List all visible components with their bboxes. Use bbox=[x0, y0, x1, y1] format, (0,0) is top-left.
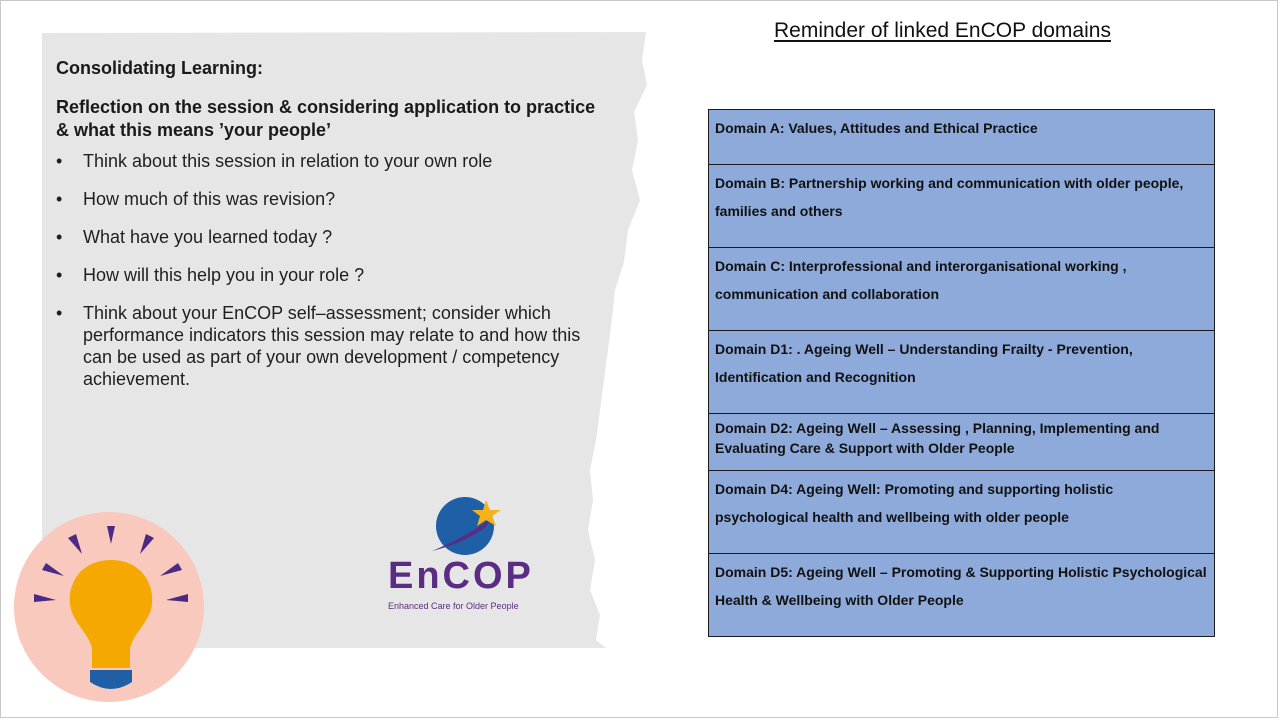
table-row bbox=[709, 414, 1215, 471]
logo-tagline: Enhanced Care for Older People bbox=[388, 601, 519, 611]
domain-cell: Domain D1: . Ageing Well – Understanding Frailty - Prevention, Identification and Recognition bbox=[709, 331, 1215, 414]
encop-logo bbox=[386, 497, 551, 617]
consolidating-learning-panel bbox=[56, 56, 596, 406]
list-item: • Think about this session in relation to your own role bbox=[56, 150, 596, 172]
domain-cell: Domain D4: Ageing Well: Promoting and supporting holistic psychological health and wellbeing with older people bbox=[709, 471, 1215, 554]
table-row bbox=[709, 110, 1215, 165]
table-row bbox=[709, 471, 1215, 554]
reflection-list bbox=[56, 150, 596, 390]
list-item: • Think about your EnCOP self–assessment; consider which performance indicators this session may relate to and how this can be used as part of your own development / competency achievement. bbox=[56, 302, 596, 390]
table-row bbox=[709, 554, 1215, 637]
lightbulb-icon bbox=[12, 510, 208, 706]
domain-cell: Domain C: Interprofessional and interorganisational working , communication and collaboration bbox=[709, 248, 1215, 331]
domains-table bbox=[708, 109, 1215, 637]
table-row bbox=[709, 248, 1215, 331]
table-row bbox=[709, 165, 1215, 248]
panel-heading: Consolidating Learning: bbox=[56, 58, 263, 78]
domain-cell: Domain D5: Ageing Well – Promoting & Supporting Holistic Psychological Health & Wellbeing with Older People bbox=[709, 554, 1215, 637]
domain-cell: Domain B: Partnership working and communication with older people, families and others bbox=[709, 165, 1215, 248]
list-item: • What have you learned today ? bbox=[56, 226, 596, 248]
table-row bbox=[709, 331, 1215, 414]
domain-cell: Domain D2: Ageing Well – Assessing , Planning, Implementing and Evaluating Care & Support with Older People bbox=[709, 414, 1215, 471]
logo-wordmark: EnCOP bbox=[388, 555, 534, 597]
domains-title: Reminder of linked EnCOP domains bbox=[774, 19, 1111, 42]
list-item: • How much of this was revision? bbox=[56, 188, 596, 210]
list-item: • How will this help you in your role ? bbox=[56, 264, 596, 286]
domain-cell: Domain A: Values, Attitudes and Ethical Practice bbox=[709, 110, 1215, 165]
panel-subheading: Reflection on the session & considering application to practice & what this means ’your people’ bbox=[56, 97, 596, 140]
